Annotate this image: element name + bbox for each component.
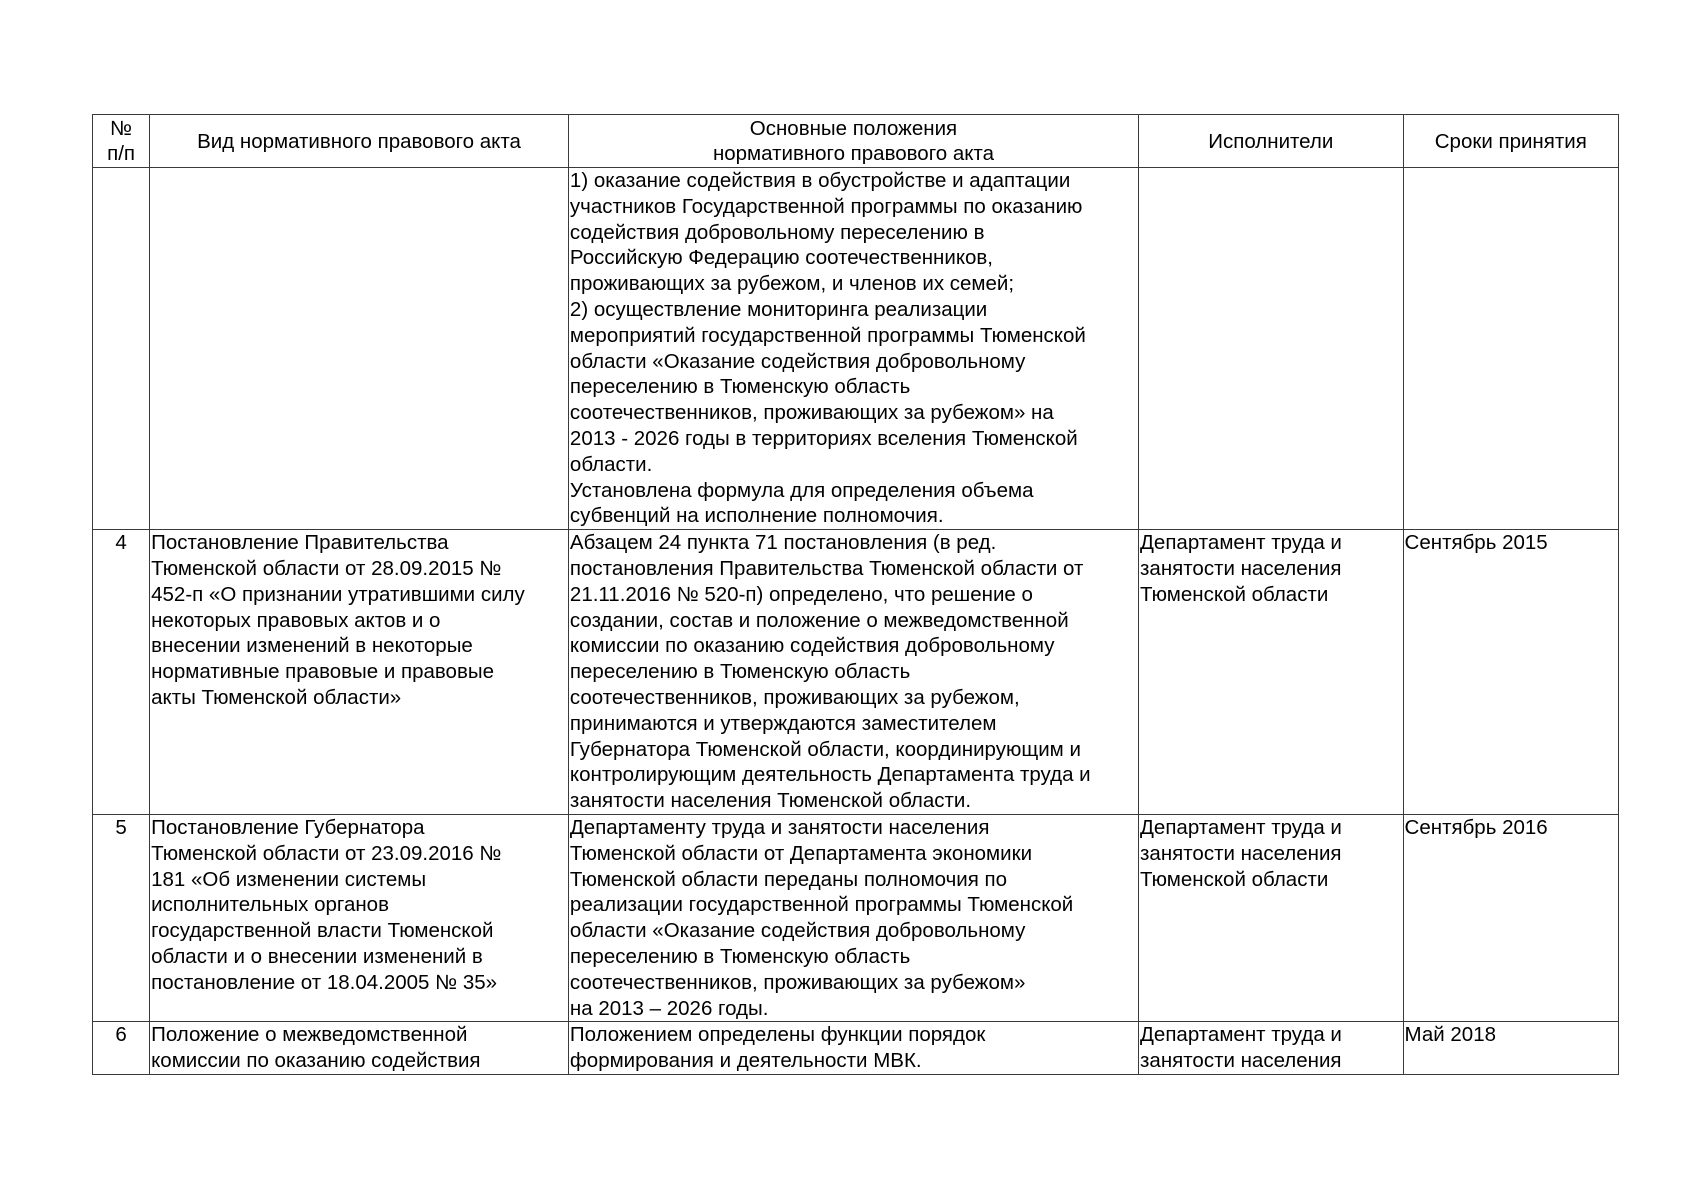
row-main-provisions: Департаменту труда и занятости населения Тюменской области от Департамента экономики Тюменской области переданы полномочия по реализации государственной программы Тюменской области «Оказание содействия добровольному переселению в Тюменскую область соотечественников, проживающих за рубежом» на 2013 – 2026 годы. [568,814,1138,1021]
row-act-type: Постановление Правительства Тюменской области от 28.09.2015 № 452-п «О признании утратившими силу некоторых правовых актов и о внесении изменений в некоторые нормативные правовые и правовые акты Тюменской области» [150,530,569,815]
row-executors [1139,168,1404,530]
row-terms [1403,168,1618,530]
legal-acts-table [92,114,1619,1075]
row-number [93,168,150,530]
header-act-type: Вид нормативного правового акта [150,115,569,168]
row-terms: Сентябрь 2016 [1403,814,1618,1021]
table-row [93,168,1619,530]
row-act-type: Положение о межведомственной комиссии по оказанию содействия [150,1022,569,1075]
row-terms: Май 2018 [1403,1022,1618,1075]
row-main-provisions: 1) оказание содействия в обустройстве и адаптации участников Государственной программы по оказанию содействия добровольному переселению в Российскую Федерацию соотечественников, проживающих за рубежом, и членов их семей; 2) осуществление мониторинга реализации мероприятий государственной программы Тюменской области «Оказание содействия добровольному переселению в Тюменскую область соотечественников, проживающих за рубежом» на 2013 - 2026 годы в территориях вселения Тюменской области. Установлена формула для определения объема субвенций на исполнение полномочия. [568,168,1138,530]
header-main-provisions: Основные положения нормативного правового акта [568,115,1138,168]
document-page [92,114,1619,1075]
row-number: 6 [93,1022,150,1075]
header-executors: Исполнители [1139,115,1404,168]
table-header-row [93,115,1619,168]
row-executors: Департамент труда и занятости населения [1139,1022,1404,1075]
header-terms: Сроки принятия [1403,115,1618,168]
row-act-type [150,168,569,530]
row-number: 4 [93,530,150,815]
row-terms: Сентябрь 2015 [1403,530,1618,815]
header-number: № п/п [93,115,150,168]
row-executors: Департамент труда и занятости населения Тюменской области [1139,530,1404,815]
table-row [93,814,1619,1021]
table-row [93,1022,1619,1075]
row-main-provisions: Абзацем 24 пункта 71 постановления (в ред. постановления Правительства Тюменской области от 21.11.2016 № 520-п) определено, что решение о создании, состав и положение о межведомственной комиссии по оказанию содействия добровольному переселению в Тюменскую область соотечественников, проживающих за рубежом, принимаются и утверждаются заместителем Губернатора Тюменской области, координирующим и контролирующим деятельность Департамента труда и занятости населения Тюменской области. [568,530,1138,815]
row-act-type: Постановление Губернатора Тюменской области от 23.09.2016 № 181 «Об изменении системы исполнительных органов государственной власти Тюменской области и о внесении изменений в постановление от 18.04.2005 № 35» [150,814,569,1021]
row-executors: Департамент труда и занятости населения Тюменской области [1139,814,1404,1021]
row-number: 5 [93,814,150,1021]
row-main-provisions: Положением определены функции порядок формирования и деятельности МВК. [568,1022,1138,1075]
table-row [93,530,1619,815]
